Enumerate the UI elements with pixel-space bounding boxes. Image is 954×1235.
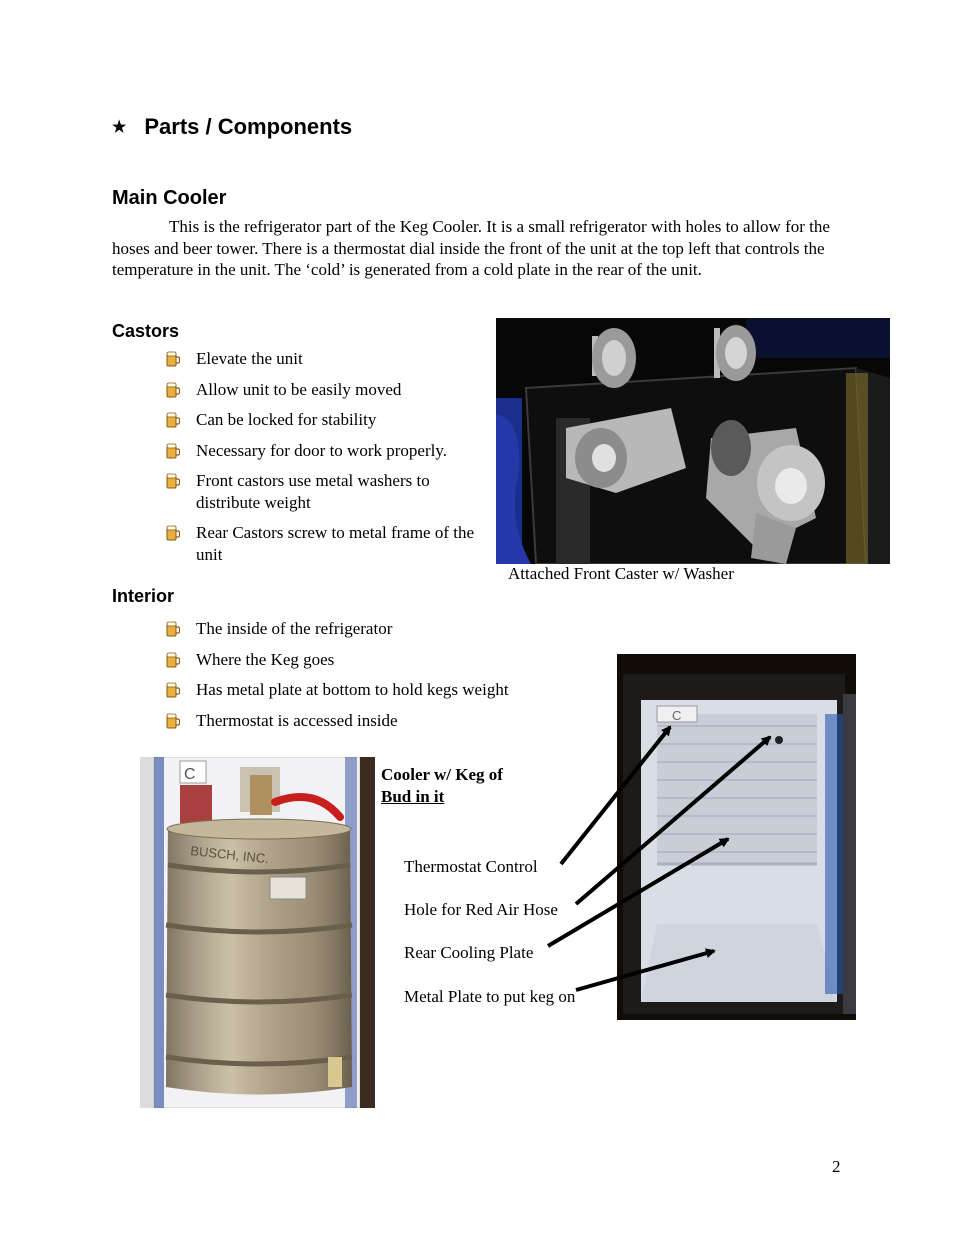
list-item-text: Thermostat is accessed inside: [196, 710, 398, 730]
list-item-text: Can be locked for stability: [196, 410, 377, 429]
keg-caption-line2: Bud in it: [381, 787, 445, 806]
svg-text:C: C: [184, 766, 196, 783]
list-item-text: Front castors use metal washers to distribute weight: [196, 471, 430, 512]
arrow-rear-cooling-plate: [548, 839, 728, 946]
keg-stencil-text: BUSCH, INC.: [189, 843, 270, 867]
arrow-thermostat-control: [561, 727, 670, 864]
keg-caption-line1: Cooler w/ Keg of: [381, 765, 503, 784]
list-item-text: Where the Keg goes: [196, 649, 335, 669]
svg-text:C: C: [672, 708, 682, 723]
list-item-text: Rear Castors screw to metal frame of the unit: [196, 523, 475, 564]
list-item-text: The inside of the refrigerator: [196, 619, 393, 638]
list-item-text: Elevate the unit: [196, 349, 303, 368]
list-item-text: Necessary for door to work properly.: [196, 440, 447, 460]
arrow-hole-red-air-hose: [576, 737, 770, 904]
label-rear-cooling-plate: Rear Cooling Plate: [404, 943, 534, 962]
interior-heading: Interior: [112, 586, 175, 606]
caster-photo-caption: Attached Front Caster w/ Washer: [508, 564, 734, 583]
label-metal-plate: Metal Plate to put keg on: [404, 987, 576, 1006]
label-thermostat-control: Thermostat Control: [404, 857, 538, 876]
castors-heading: Castors: [112, 321, 180, 341]
star-bullet-icon: ★: [112, 119, 127, 136]
arrow-metal-plate: [576, 951, 714, 990]
main-cooler-heading: Main Cooler: [112, 187, 227, 209]
section-title-text: Parts / Components: [144, 114, 353, 139]
label-hole-red-air-hose: Hole for Red Air Hose: [404, 900, 558, 919]
main-cooler-paragraph: This is the refrigerator part of the Keg Cooler. It is a small refrigerator with holes to allow for the hoses and beer tower. There is a thermostat dial inside the front of the unit at the top left that controls the temperature in the unit. The ‘cold’ is generated from a cold plate in the rear of the unit.: [112, 217, 830, 280]
list-item-text: Has metal plate at bottom to hold kegs weight: [196, 680, 509, 699]
page-number: 2: [832, 1157, 841, 1176]
list-item-text: Allow unit to be easily moved: [196, 379, 402, 399]
